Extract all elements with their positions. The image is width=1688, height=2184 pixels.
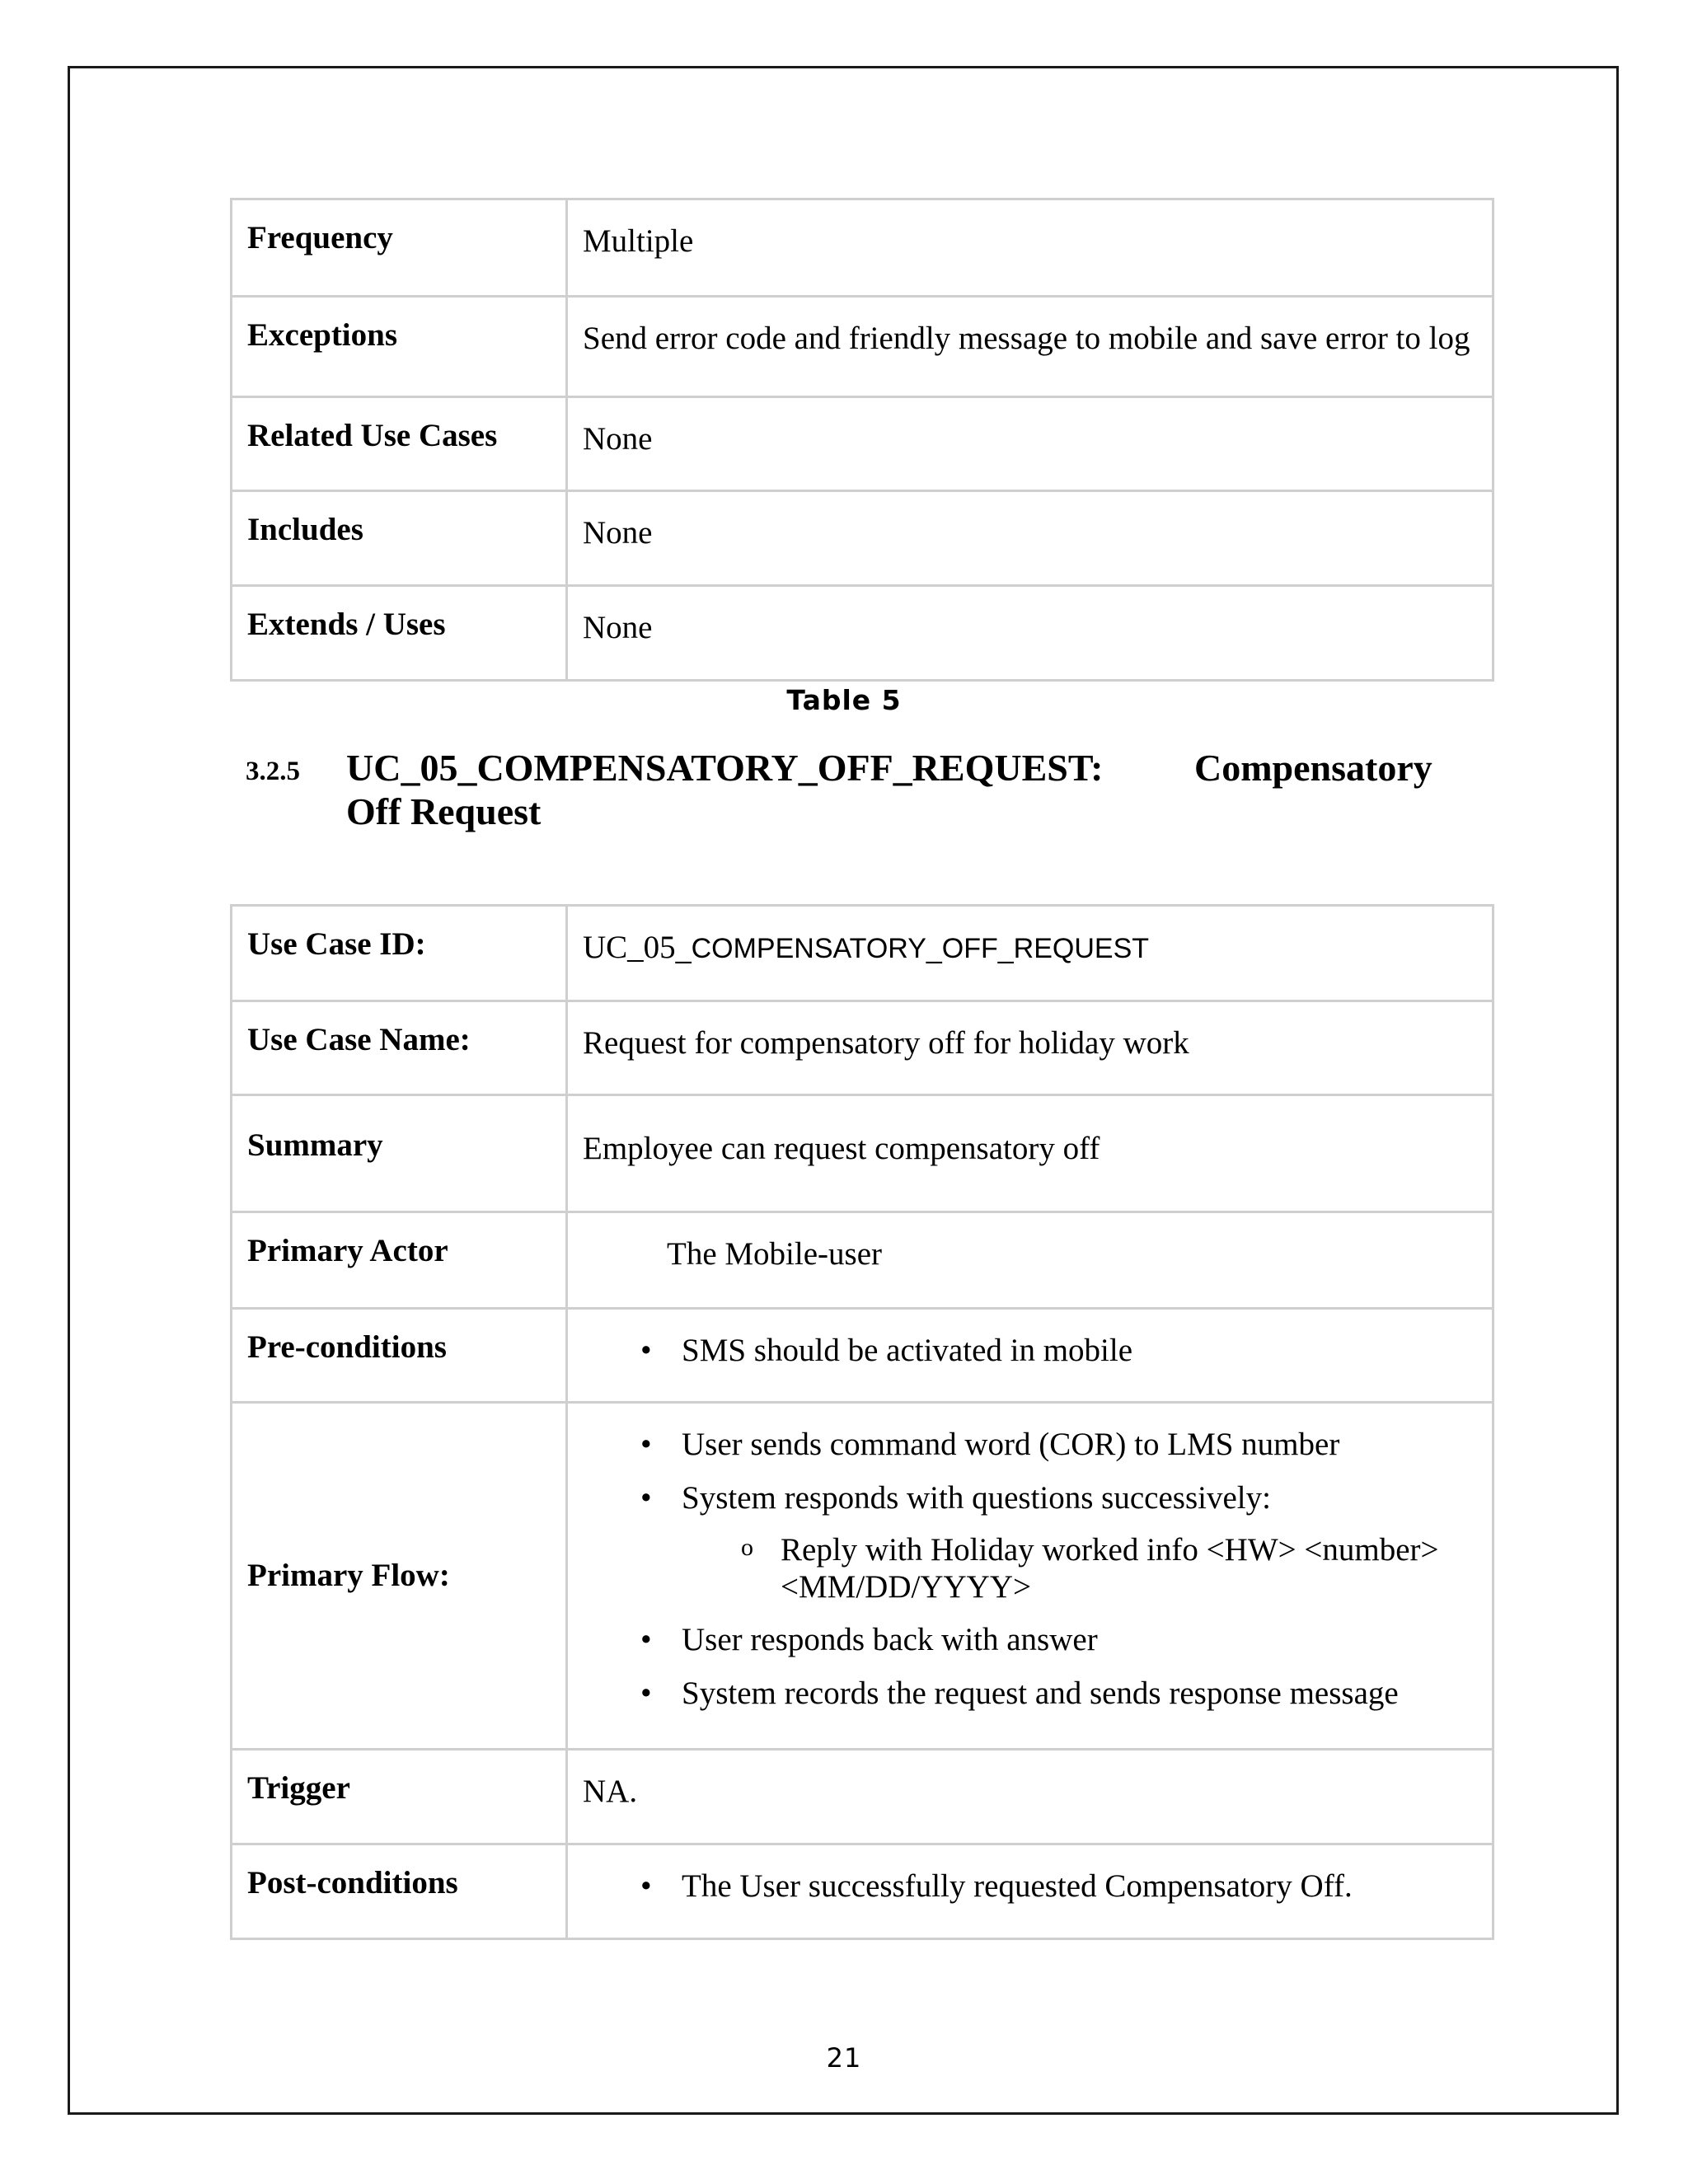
post-conditions-list [583,1868,1477,1905]
table-row [232,1212,1493,1309]
use-case-table [230,904,1494,1940]
table-row [232,1750,1493,1844]
primary-flow-label: Primary Flow: [232,1403,567,1750]
table-row [232,1309,1493,1403]
pre-conditions-list [583,1333,1477,1370]
post-conditions-label: Post-conditions [232,1844,567,1939]
table-row [232,906,1493,1001]
table-row [232,1403,1493,1750]
row-value: None [567,397,1493,491]
section-title [346,747,1500,834]
row-label: Frequency [232,199,567,297]
table-row [232,1095,1493,1212]
use-case-name-label: Use Case Name: [232,1001,567,1095]
row-value: None [567,491,1493,586]
pre-conditions-value [567,1309,1493,1403]
list-item: • SMS should be activated in mobile [583,1333,1477,1370]
post-conditions-value [567,1844,1493,1939]
table-row [232,1001,1493,1095]
list-item: • The User successfully requested Compensatory Off. [583,1868,1477,1905]
use-case-id-prefix: UC_05 [583,930,676,965]
section-title-main: UC_05_COMPENSATORY_OFF_REQUEST: [346,747,1104,789]
row-label: Related Use Cases [232,397,567,491]
table-row [232,491,1493,586]
table-row [232,297,1493,397]
section-number: 3.2.5 [246,757,300,786]
row-label: Extends / Uses [232,586,567,681]
table-row [232,397,1493,491]
primary-flow-sub-list [682,1532,1477,1606]
list-item: • System records the request and sends response message [583,1675,1477,1713]
use-case-id-label: Use Case ID: [232,906,567,1001]
use-case-name-value: Request for compensatory off for holiday work [567,1001,1493,1095]
pre-conditions-label: Pre-conditions [232,1309,567,1403]
section-title-line2: Off Request [346,790,542,832]
row-value: Send error code and friendly message to mobile and save error to log [567,297,1493,397]
primary-actor-value: The Mobile-user [567,1212,1493,1309]
primary-flow-value [567,1403,1493,1750]
row-value: None [567,586,1493,681]
row-label: Exceptions [232,297,567,397]
section-title-right: Compensatory [1194,747,1432,789]
list-item-text: System responds with questions successively: [682,1479,1271,1516]
table-row [232,199,1493,297]
primary-actor-label: Primary Actor [232,1212,567,1309]
list-item: • User sends command word (COR) to LMS number [583,1427,1477,1464]
table-row [232,1844,1493,1939]
list-item [583,1480,1477,1606]
row-value: Multiple [567,199,1493,297]
table-row [232,586,1493,681]
list-item: • User responds back with answer [583,1622,1477,1659]
use-case-id-rest: _COMPENSATORY_OFF_REQUEST [675,933,1150,964]
summary-value: Employee can request compensatory off [567,1095,1493,1212]
page-number: 21 [826,2042,862,2074]
sub-list-item: o Reply with Holiday worked info <HW> <number> <MM/DD/YYYY> [682,1532,1477,1606]
table-caption: Table 5 [786,684,902,716]
trigger-value: NA. [567,1750,1493,1844]
trigger-label: Trigger [232,1750,567,1844]
primary-flow-list [583,1427,1477,1713]
summary-label: Summary [232,1095,567,1212]
row-label: Includes [232,491,567,586]
use-case-id-value [567,906,1493,1001]
table-top [230,198,1494,682]
